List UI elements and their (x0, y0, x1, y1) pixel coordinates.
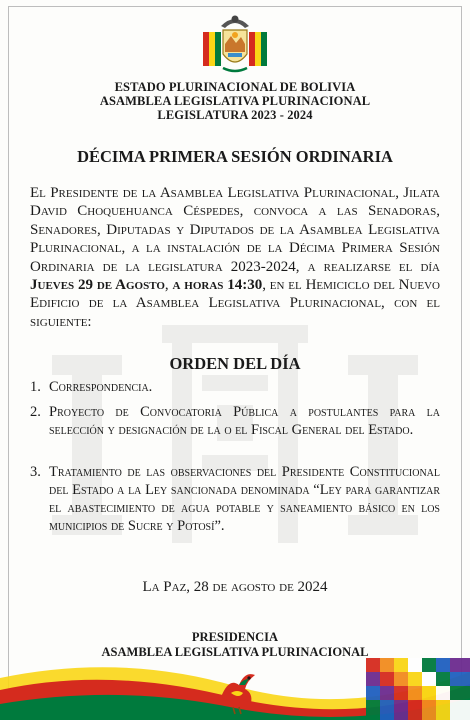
header-assembly-name: ASAMBLEA LEGISLATIVA PLURINACIONAL (99, 94, 371, 108)
agenda-item-text: Proyecto de Convocatoria Pública a postulantes para la selección y designación de la o el Fiscal General del Estado. (49, 404, 440, 438)
convocation-paragraph (30, 184, 440, 331)
bolivia-coat-of-arms-icon (195, 10, 275, 76)
convocation-separator: , (164, 277, 173, 294)
agenda-item-number: 2. (30, 404, 41, 420)
agenda-item-text: Tratamiento de las observaciones del Presidente Constitucional del Estado a la Ley sancionada denominada “Ley para garantizar el abastecimiento de agua potable y saneamiento básico en los municipios de Sucre y Potosí”. (49, 464, 440, 534)
footer-presidency: PRESIDENCIA (191, 630, 279, 644)
agenda-item (30, 463, 440, 535)
agenda-item (30, 403, 440, 439)
agenda-item-number: 1. (30, 379, 41, 395)
place-and-date: La Paz, 28 de agosto de 2024 (142, 579, 328, 595)
agenda-title: ORDEN DEL DÍA (169, 354, 301, 373)
agenda-item-text: Correspondencia. (49, 379, 153, 395)
session-title: DÉCIMA PRIMERA SESIÓN ORDINARIA (77, 147, 393, 166)
convocation-outro: , en el Hemiciclo del Nuevo Edificio de la Asamblea Legislativa Plurinacional, con el siguiente: (30, 277, 441, 330)
header-state-name: ESTADO PLURINACIONAL DE BOLIVIA (114, 80, 356, 94)
agenda-item (30, 378, 440, 396)
convocation-intro: El Presidente de la Asamblea Legislativa Plurinacional, Jilata David Choquehuanca Céspedes, convoca a las Senadoras, Senadores, Diputadas y Diputados de la Asamblea Legislativa Plurinacional, a la instalación de la Décima Primera Sesión Ordinaria de la legislatura 2023-2024, a realizarse el día (30, 185, 440, 275)
session-hour: 14:30 (227, 277, 263, 294)
hour-prefix: a horas (172, 277, 228, 294)
condor-bird-logo-icon (215, 667, 259, 715)
footer-assembly-name: ASAMBLEA LEGISLATIVA PLURINACIONAL (101, 645, 369, 659)
header-legislature: LEGISLATURA 2023 - 2024 (157, 108, 313, 122)
agenda-item-number: 3. (30, 464, 41, 480)
session-date: Jueves 29 de Agosto (30, 277, 165, 294)
